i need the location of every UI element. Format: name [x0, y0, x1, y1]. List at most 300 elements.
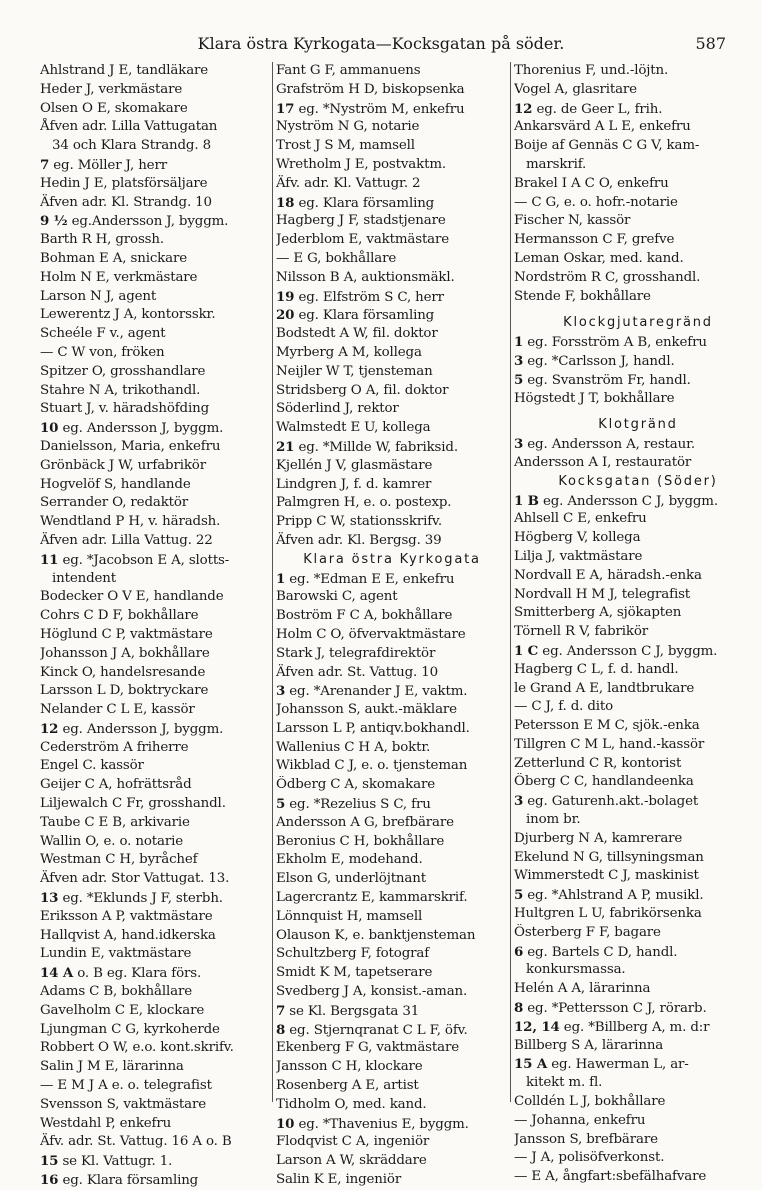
street-heading — [514, 314, 762, 333]
entry-text: Nelander C L E, kassör — [40, 702, 195, 718]
entry-text: Boije af Gennäs C G V, kam- — [514, 138, 700, 154]
directory-entry — [40, 983, 268, 1002]
directory-entry — [40, 231, 268, 250]
entry-text: Grönbäck J W, urfabrikör — [40, 457, 206, 473]
entry-text: eg.Andersson J, byggm. — [67, 214, 229, 230]
entry-text: Smitterberg A, sjökapten — [514, 605, 682, 621]
directory-entry — [514, 1131, 762, 1150]
entry-text: Äfv. adr. St. Vattug. 16 A o. B — [40, 1134, 232, 1150]
directory-entry — [276, 1171, 508, 1190]
directory-entry — [514, 156, 762, 175]
directory-entry — [514, 390, 762, 409]
house-number: 10 — [276, 1115, 295, 1132]
entry-text: Svensson S, vaktmästare — [40, 1096, 207, 1112]
entry-text: eg. *Edman E E, enkefru — [285, 571, 455, 587]
entry-text: — E G, bokhållare — [276, 250, 397, 266]
directory-entry — [276, 1021, 508, 1040]
house-number: 3 — [514, 793, 524, 810]
entry-text: eg. Elfström S C, herr — [294, 289, 444, 305]
entry-text: Colldén L J, bokhållare — [514, 1094, 666, 1110]
entry-text: eg. Klara församling — [294, 308, 435, 324]
entry-text: Klotgränd — [598, 417, 678, 433]
directory-entry — [514, 1037, 762, 1056]
directory-entry — [276, 814, 508, 833]
entry-text: eg. Klara församling — [58, 1173, 199, 1189]
entry-text: Thorenius F, und.-löjtn. — [514, 63, 669, 78]
directory-entry — [40, 363, 268, 382]
entry-text: Fischer N, kassör — [514, 213, 631, 229]
entry-text: Schultzberg F, fotograf — [276, 946, 430, 962]
entry-text: Holm N E, verkmästare — [40, 269, 198, 285]
entry-text: Stuart J, v. häradshöfding — [40, 401, 210, 417]
directory-entry — [276, 1115, 508, 1134]
directory-entry — [40, 757, 268, 776]
house-number: 8 — [276, 1021, 286, 1038]
house-number: 12 — [514, 100, 533, 117]
house-number: 21 — [276, 438, 295, 455]
directory-entry — [40, 720, 268, 739]
entry-text: Elson G, underlöjtnant — [276, 871, 426, 887]
entry-text: Hallqvist A, hand.idkerska — [40, 927, 216, 943]
house-number: 1 B — [514, 492, 539, 509]
directory-entry — [40, 1077, 268, 1096]
entry-text: eg. Andersson A, restaur. — [523, 437, 695, 453]
entry-text: Ankarsvärd A L E, enkefru — [514, 119, 691, 135]
directory-entry — [276, 100, 508, 119]
entry-text: Stark J, telegrafdirektör — [276, 645, 436, 661]
entry-text: eg. Gaturenh.akt.-bolaget — [523, 794, 699, 810]
directory-entry — [40, 870, 268, 889]
entry-text: Wallenius C H A, boktr. — [276, 739, 431, 755]
directory-entry — [40, 382, 268, 401]
entry-text: Vogel A, glasritare — [514, 81, 637, 97]
house-number: 7 — [40, 156, 50, 173]
entry-text: Andersson A G, brefbärare — [276, 814, 454, 830]
entry-text: Larson A W, skräddare — [276, 1153, 427, 1169]
directory-entry — [276, 457, 508, 476]
entry-text: eg. Möller J, herr — [49, 157, 167, 173]
directory-entry — [514, 548, 762, 567]
entry-text: Kocksgatan (Söder) — [558, 473, 718, 489]
entry-text: Serrander O, redaktör — [40, 495, 189, 511]
entry-text: Jederblom E, vaktmästare — [276, 232, 450, 248]
entry-text: Spitzer O, grosshandlare — [40, 363, 206, 379]
directory-entry — [514, 1093, 762, 1112]
directory-entry — [276, 513, 508, 532]
entry-text: Ödberg C A, skomakare — [276, 777, 435, 793]
directory-entry — [514, 961, 762, 980]
house-number: 5 — [514, 371, 524, 388]
entry-text: Stridsberg O A, fil. doktor — [276, 382, 449, 398]
entry-text: Larsson L P, antiqv.bokhandl. — [276, 720, 470, 736]
directory-entry — [276, 175, 508, 194]
street-heading — [514, 416, 762, 435]
entry-text: Bohman E A, snickare — [40, 250, 188, 266]
entry-text: Svedberg J A, konsist.-aman. — [276, 984, 468, 1000]
directory-entry — [40, 1039, 268, 1058]
house-number: 1 — [276, 570, 286, 587]
directory-entry — [514, 623, 762, 642]
directory-entry — [276, 776, 508, 795]
entry-text: Danielsson, Maria, enkefru — [40, 438, 221, 454]
entry-text: Barth R H, grossh. — [40, 232, 164, 248]
directory-entry — [514, 980, 762, 999]
column-1 — [40, 62, 268, 1190]
directory-entry — [276, 231, 508, 250]
entry-text: Ekholm E, modehand. — [276, 852, 423, 868]
entry-text: Klockgjutaregränd — [563, 315, 713, 331]
directory-entry — [276, 288, 508, 307]
entry-text: Westdahl P, enkefru — [40, 1115, 172, 1131]
directory-entry — [514, 943, 762, 962]
directory-entry — [40, 62, 268, 81]
entry-text: eg. *Millde W, fabriksid. — [294, 439, 458, 455]
directory-entry — [276, 983, 508, 1002]
directory-entry — [40, 927, 268, 946]
directory-entry — [40, 325, 268, 344]
entry-text: Billberg S A, lärarinna — [514, 1037, 664, 1053]
entry-text: Westman C H, byråchef — [40, 852, 198, 868]
street-heading — [276, 551, 508, 570]
house-number: 1 — [514, 334, 524, 351]
directory-entry — [276, 889, 508, 908]
directory-entry — [40, 457, 268, 476]
directory-entry — [276, 269, 508, 288]
directory-entry — [276, 194, 508, 213]
entry-text: Cederström A friherre — [40, 739, 189, 755]
page-header — [0, 34, 762, 58]
entry-text: — Johanna, enkefru — [514, 1112, 646, 1128]
entry-text: intendent — [52, 570, 116, 586]
directory-entry — [40, 701, 268, 720]
directory-entry — [276, 626, 508, 645]
entry-text: — C W von, fröken — [40, 344, 165, 360]
directory-entry — [514, 62, 762, 81]
spacer — [514, 408, 762, 416]
entry-text: Palmgren H, e. o. postexp. — [276, 495, 452, 511]
entry-text: Boström F C A, bokhållare — [276, 608, 453, 624]
entry-text: eg. Andersson J, byggm. — [58, 421, 224, 437]
house-number: 16 — [40, 1172, 59, 1189]
entry-text: Ahlstrand J E, tandläkare — [40, 63, 209, 78]
entry-text: Scheéle F v., agent — [40, 326, 166, 342]
directory-entry — [514, 924, 762, 943]
entry-text: le Grand A E, landtbrukare — [514, 680, 695, 696]
entry-text: Rosenberg A E, artist — [276, 1078, 419, 1094]
house-number: 9 ½ — [40, 213, 68, 230]
entry-text: 34 och Klara Strandg. 8 — [52, 138, 211, 154]
house-number: 14 A — [40, 965, 74, 982]
directory-entry — [40, 964, 268, 983]
entry-text: Johansson S, aukt.-mäklare — [276, 702, 457, 718]
entry-text: Walmstedt E U, kollega — [276, 420, 431, 436]
directory-entry — [40, 851, 268, 870]
directory-entry — [514, 194, 762, 213]
entry-text: eg. *Rezelius S C, fru — [285, 797, 431, 813]
house-number: 15 A — [514, 1056, 548, 1073]
directory-entry — [276, 607, 508, 626]
directory-entry — [276, 739, 508, 758]
house-number: 20 — [276, 307, 295, 324]
directory-entry — [514, 905, 762, 924]
directory-entry — [514, 849, 762, 868]
entry-text: eg. *Ahlstrand A P, musikl. — [523, 888, 704, 904]
entry-text: Ekenberg F G, vaktmästare — [276, 1040, 459, 1056]
entry-text: Robbert O W, e.o. kont.skrifv. — [40, 1040, 234, 1056]
entry-text: Larson N J, agent — [40, 288, 157, 304]
directory-entry — [40, 814, 268, 833]
entry-text: Stende F, bokhållare — [514, 288, 651, 304]
entry-text: Äfven adr. St. Vattug. 10 — [276, 664, 439, 680]
entry-text: o. B eg. Klara förs. — [73, 966, 202, 982]
directory-entry — [40, 889, 268, 908]
directory-entry — [40, 81, 268, 100]
house-number: 18 — [276, 194, 295, 211]
directory-entry — [514, 137, 762, 156]
entry-text: Fant G F, ammanuens — [276, 63, 421, 78]
directory-entry — [514, 999, 762, 1018]
entry-text: Äfven adr. Stor Vattugat. 13. — [40, 871, 230, 887]
directory-entry — [514, 661, 762, 680]
entry-text: Beronius C H, bokhållare — [276, 833, 445, 849]
directory-entry — [40, 908, 268, 927]
entry-text: Salin K E, ingeniör — [276, 1172, 402, 1188]
directory-entry — [276, 81, 508, 100]
directory-entry — [276, 156, 508, 175]
directory-entry — [514, 269, 762, 288]
directory-entry — [514, 698, 762, 717]
entry-text: Bodecker O V E, handlande — [40, 589, 224, 605]
directory-entry — [514, 250, 762, 269]
entry-text: Äfven adr. Kl. Strandg. 10 — [40, 194, 212, 210]
entry-text: Ljungman C G, kyrkoherde — [40, 1021, 220, 1037]
entry-text: Cohrs C D F, bokhållare — [40, 608, 199, 624]
directory-entry — [276, 833, 508, 852]
directory-entry — [276, 212, 508, 231]
entry-text: Olauson K, e. banktjensteman — [276, 927, 476, 943]
house-number: 11 — [40, 551, 59, 568]
directory-entry — [40, 212, 268, 231]
entry-text: Söderlind J, rektor — [276, 401, 399, 417]
directory-entry — [40, 1021, 268, 1040]
directory-entry — [514, 492, 762, 511]
directory-entry — [276, 1058, 508, 1077]
directory-entry — [514, 1149, 762, 1168]
directory-entry — [40, 250, 268, 269]
entry-text: kitekt m. fl. — [526, 1075, 603, 1091]
directory-entry — [40, 682, 268, 701]
directory-entry — [40, 419, 268, 438]
entry-text: eg. *Arenander J E, vaktm. — [285, 684, 468, 700]
directory-entry — [276, 400, 508, 419]
directory-entry — [276, 851, 508, 870]
entry-text: eg. Hawerman L, ar- — [547, 1057, 689, 1073]
entry-text: eg. Svanström Fr, handl. — [523, 372, 691, 388]
directory-entry — [276, 419, 508, 438]
entry-text: Lindgren J, f. d. kamrer — [276, 476, 432, 492]
directory-entry — [276, 964, 508, 983]
entry-text: Lönnquist H, mamsell — [276, 908, 423, 924]
entry-text: eg. *Eklunds J F, sterbh. — [58, 891, 223, 907]
directory-entry — [276, 1039, 508, 1058]
directory-entry — [40, 1115, 268, 1134]
directory-entry — [276, 1152, 508, 1171]
house-number: 10 — [40, 420, 59, 437]
entry-text: Geijer C A, hofrättsråd — [40, 777, 192, 793]
entry-text: eg. *Carlsson J, handl. — [523, 353, 675, 369]
directory-entry — [276, 795, 508, 814]
house-number: 15 — [40, 1153, 59, 1170]
entry-text: eg. Andersson C J, byggm. — [538, 493, 718, 509]
entry-text: Taube C E B, arkivarie — [40, 814, 190, 830]
house-number: 1 C — [514, 642, 539, 659]
directory-entry — [276, 325, 508, 344]
directory-entry — [276, 664, 508, 683]
entry-text: Högstedt J T, bokhållare — [514, 390, 675, 406]
entry-text: Andersson A I, restauratör — [514, 454, 692, 470]
house-number: 7 — [276, 1002, 286, 1019]
entry-text: Törnell R V, fabrikör — [514, 624, 649, 640]
entry-text: Hogvelöf S, handlande — [40, 476, 191, 492]
directory-entry — [514, 352, 762, 371]
directory-entry — [514, 175, 762, 194]
entry-text: Lewerentz J A, kontorsskr. — [40, 307, 216, 323]
house-number: 17 — [276, 100, 295, 117]
entry-text: Hagberg J F, stadstjenare — [276, 213, 446, 229]
entry-text: eg. *Nyström M, enkefru — [294, 101, 465, 117]
entry-text: — E M J A e. o. telegrafist — [40, 1078, 212, 1094]
directory-entry — [276, 1096, 508, 1115]
directory-entry — [40, 194, 268, 213]
directory-entry — [514, 529, 762, 548]
directory-entry — [514, 755, 762, 774]
entry-text: Hultgren L U, fabrikörsenka — [514, 906, 702, 922]
directory-entry — [276, 870, 508, 889]
entry-text: Liljewalch C Fr, grosshandl. — [40, 796, 226, 812]
directory-entry — [276, 382, 508, 401]
directory-entry — [40, 306, 268, 325]
entry-text: eg. Klara församling — [294, 195, 435, 211]
page-number: 587 — [695, 34, 726, 53]
entry-text: Leman Oskar, med. kand. — [514, 250, 684, 266]
directory-entry — [514, 717, 762, 736]
directory-entry — [276, 476, 508, 495]
entry-text: Gavelholm C E, klockare — [40, 1002, 205, 1018]
directory-entry — [40, 494, 268, 513]
entry-text: Larsson L D, boktryckare — [40, 683, 209, 699]
house-number: 8 — [514, 1000, 524, 1017]
directory-entry — [276, 757, 508, 776]
house-number: 12 — [40, 720, 59, 737]
directory-entry — [40, 532, 268, 551]
entry-text: Engel C. kassör — [40, 758, 144, 774]
directory-entry — [276, 137, 508, 156]
house-number: 3 — [276, 683, 286, 700]
entry-text: Wendtland P H, v. häradsh. — [40, 514, 221, 530]
house-number: 6 — [514, 943, 524, 960]
entry-text: Klara östra Kyrkogata — [303, 551, 481, 567]
column-2 — [272, 62, 508, 1188]
directory-entry — [276, 363, 508, 382]
entry-text: se Kl. Vattugr. 1. — [58, 1154, 173, 1170]
entry-text: Kinck O, handelsresande — [40, 664, 206, 680]
entry-text: Hermansson C F, grefve — [514, 232, 675, 248]
street-heading — [514, 473, 762, 492]
directory-entry — [40, 645, 268, 664]
directory-entry — [514, 231, 762, 250]
entry-text: Ahlsell C E, enkefru — [514, 511, 647, 527]
directory-entry — [276, 945, 508, 964]
directory-entry — [40, 1133, 268, 1152]
entry-text: Zetterlund C R, kontorist — [514, 755, 682, 771]
entry-text: Barowski C, agent — [276, 589, 398, 605]
entry-text: Wimmerstedt C J, maskinist — [514, 868, 699, 884]
directory-entry — [514, 736, 762, 755]
directory-entry — [276, 720, 508, 739]
directory-entry — [276, 682, 508, 701]
house-number: 5 — [514, 887, 524, 904]
entry-text: — C J, f. d. dito — [514, 699, 614, 715]
directory-entry — [40, 833, 268, 852]
entry-text: Grafström H D, biskopsenka — [276, 81, 465, 97]
directory-entry — [40, 1002, 268, 1021]
entry-text: eg. *Jacobson E A, slotts- — [58, 552, 230, 568]
house-number: 19 — [276, 288, 295, 305]
directory-entry — [40, 1171, 268, 1190]
directory-entry — [276, 494, 508, 513]
directory-entry — [514, 1112, 762, 1131]
house-number: 3 — [514, 436, 524, 453]
entry-text: Smidt K M, tapetserare — [276, 965, 433, 981]
directory-entry — [514, 435, 762, 454]
entry-text: Holm C O, öfvervaktmästare — [276, 626, 466, 642]
entry-text: — J A, polisöfverkonst. — [514, 1150, 665, 1166]
entry-text: Lilja J, vaktmästare — [514, 548, 643, 564]
directory-entry — [276, 250, 508, 269]
directory-entry — [40, 739, 268, 758]
entry-text: Wretholm J E, postvaktm. — [276, 156, 446, 172]
directory-entry — [514, 680, 762, 699]
directory-entry — [276, 306, 508, 325]
directory-entry — [40, 288, 268, 307]
directory-entry — [40, 513, 268, 532]
directory-entry — [276, 118, 508, 137]
directory-entry — [514, 454, 762, 473]
directory-entry — [514, 1168, 762, 1187]
directory-entry — [276, 927, 508, 946]
directory-entry — [40, 588, 268, 607]
directory-entry — [40, 626, 268, 645]
entry-text: Höglund C P, vaktmästare — [40, 626, 213, 642]
entry-text: Nyström N G, notarie — [276, 119, 420, 135]
entry-text: Adams C B, bokhållare — [40, 984, 192, 1000]
directory-entry — [40, 945, 268, 964]
entry-text: se Kl. Bergsgata 31 — [285, 1003, 420, 1019]
directory-entry — [514, 886, 762, 905]
directory-entry — [40, 344, 268, 363]
spacer — [514, 306, 762, 314]
directory-entry — [276, 1002, 508, 1021]
entry-text: Myrberg A M, kollega — [276, 344, 422, 360]
house-number: 12, 14 — [514, 1018, 560, 1035]
entry-text: Olsen O E, skomakare — [40, 100, 188, 116]
directory-entry — [40, 438, 268, 457]
directory-entry — [514, 867, 762, 886]
directory-entry — [514, 1018, 762, 1037]
entry-text: eg. *Thavenius E, byggm. — [294, 1116, 469, 1132]
entry-text: Äfven adr. Lilla Vattug. 22 — [40, 532, 213, 548]
entry-text: Wikblad C J, e. o. tjensteman — [276, 758, 468, 774]
